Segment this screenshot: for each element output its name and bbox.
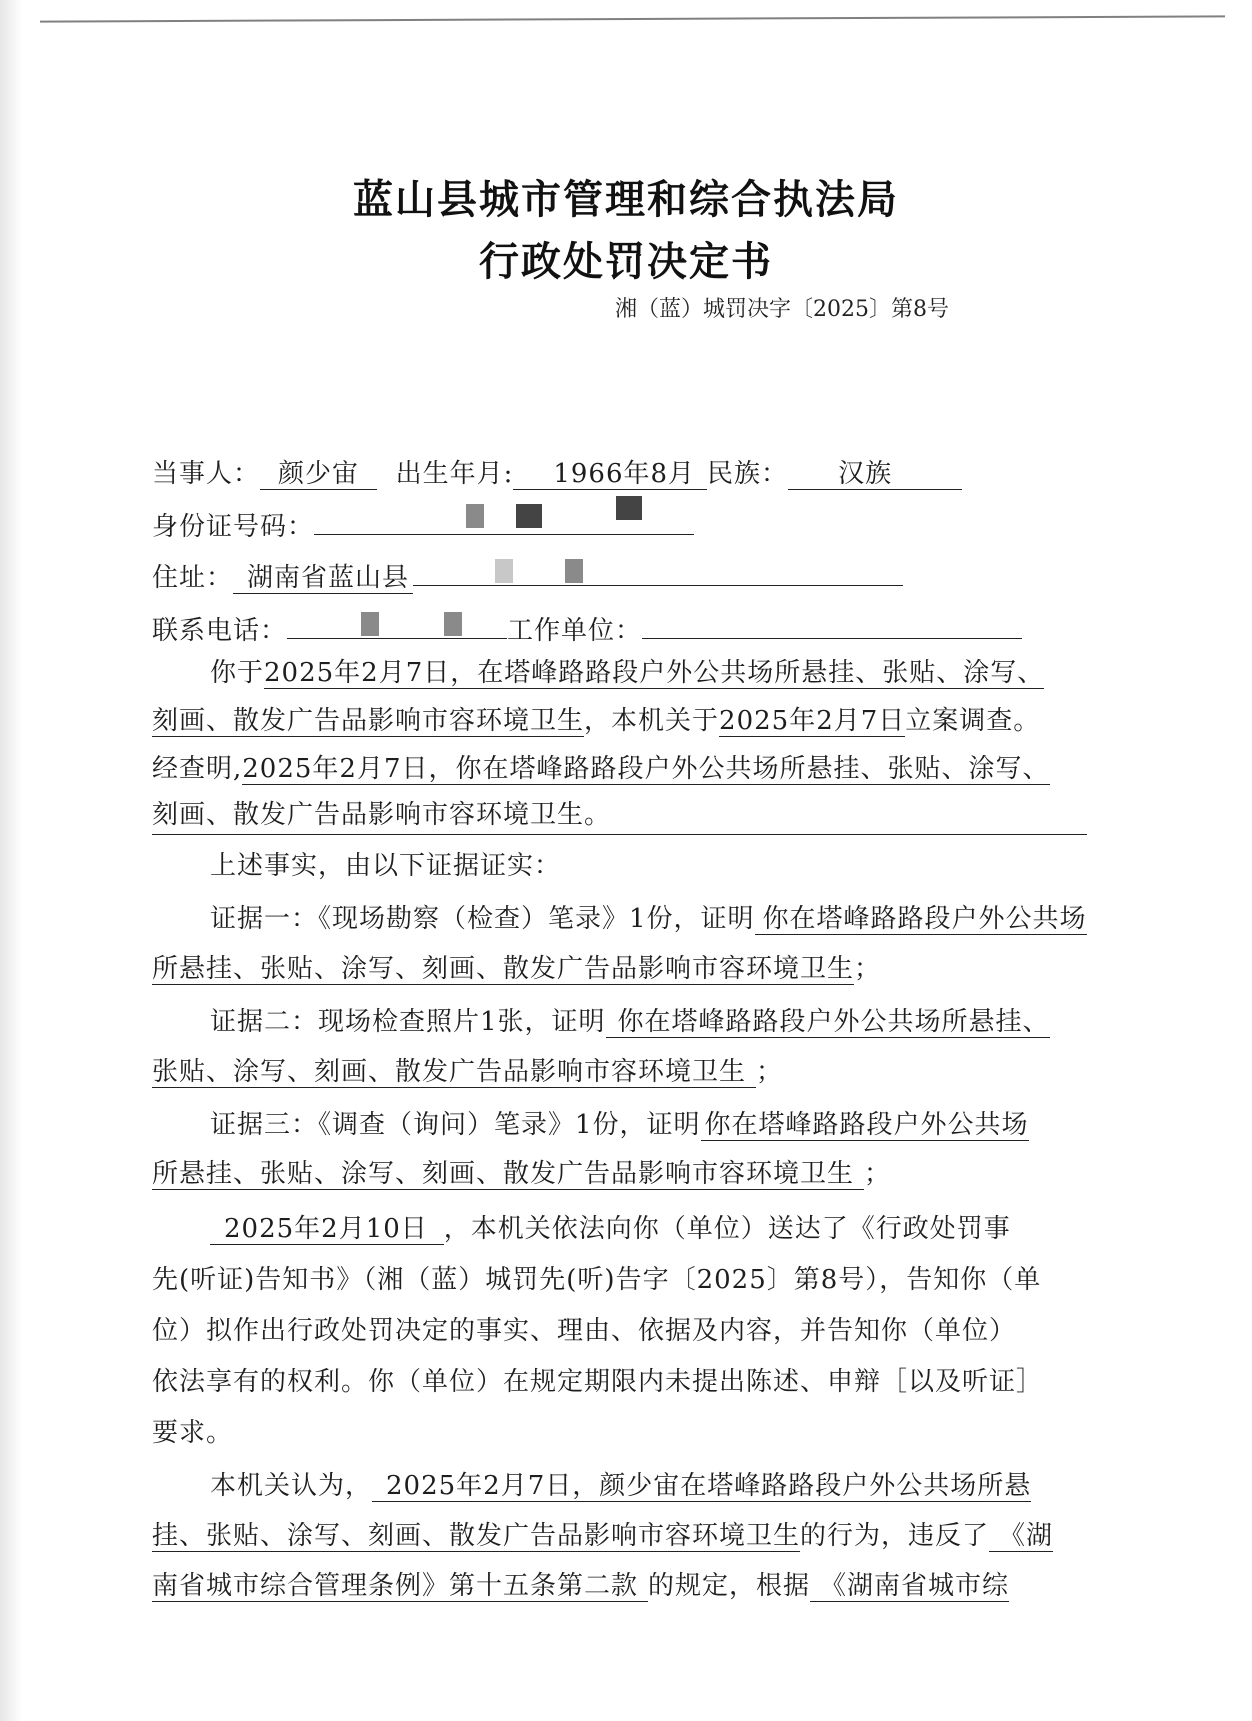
text: ，本机关依法向你（单位）送达了《行政处罚事 [443,1214,1011,1244]
finding-continued: 刻画、散发广告品影响市容环境卫生。 [152,800,612,830]
redaction-mark [466,504,484,528]
text: 要求。 [152,1418,234,1448]
text: ； [854,954,882,984]
case-date-underlined: 2025年2月7日，在塔峰路路段户外公共场所悬挂、张贴、涂写、 [264,658,1045,688]
phone-label: 联系电话： [152,616,288,646]
text: 的行为，违反了 [800,1521,990,1551]
notice-line-5 [152,1416,1087,1450]
regulation-ref: 《湖 [989,1521,1053,1552]
evidence-3-line-1 [210,1108,1145,1142]
agency-title: 蓝山县城市管理和综合执法局 [353,176,899,223]
evidence-2-line-1 [210,1005,1145,1039]
scan-edge-line [40,15,1225,22]
body-line-1 [210,656,1145,690]
text: 依法享有的权利。你（单位）在规定期限内未提出陈述、申辩［以及听证］ [152,1367,1044,1397]
evidence-3-proof-cont: 所悬挂、张贴、涂写、刻画、散发广告品影响市容环境卫生 [152,1159,864,1190]
id-number-redacted [314,508,694,535]
evidence-3-line-2 [152,1157,1087,1191]
birth-label: 出生年月: [395,459,514,489]
determination-facts-cont: 挂、张贴、涂写、刻画、散发广告品影响市容环境卫生 [152,1521,801,1551]
regulation-ref: 《湖南省城市综 [810,1571,1009,1602]
evidence-2-line-2 [152,1055,1087,1089]
notice-date: 2025年2月10日 [210,1214,444,1245]
text: 证据二：现场检查照片1张，证明 [210,1007,606,1037]
address-label: 住址： [152,563,234,593]
text: 本机关认为， [210,1471,373,1501]
finding-underlined: 2025年2月7日，你在塔峰路路段户外公共场所悬挂、张贴、涂写、 [242,754,1050,784]
document-number: 湘（蓝）城罚决字〔2025〕第8号 [615,297,949,322]
text: ； [756,1057,784,1087]
text: 立案调查。 [905,706,1041,736]
body-line-2 [152,704,1087,738]
evidence-2-proof-cont: 张贴、涂写、刻画、散发广告品影响市容环境卫生 [152,1057,756,1088]
id-label: 身份证号码： [152,512,315,542]
ethnicity-value: 汉族 [788,459,962,490]
birth-date: 1966年8月 [513,459,707,490]
text: 位）拟作出行政处罚决定的事实、理由、依据及内容，并告知你（单位） [152,1316,1017,1346]
party-name: 颜少宙 [260,459,377,490]
name-label: 当事人： [152,459,261,489]
determination-line-3 [152,1569,1087,1603]
evidence-1-line-2 [152,952,1087,986]
regulation-clause: 南省城市综合管理条例》第十五条第二款 [152,1571,648,1602]
party-line-4 [152,612,1087,648]
notice-line-3 [152,1314,1087,1348]
text: 你于 [210,658,265,688]
party-line-2 [152,508,1087,544]
address-value: 湖南省蓝山县 [233,563,413,594]
redaction-mark [444,612,462,636]
redaction-mark [361,612,379,636]
work-label: 工作单位： [507,616,643,646]
evidence-2-proof: 你在塔峰路路段户外公共场所悬挂、 [606,1007,1050,1038]
underline [152,834,1087,835]
determination-line-2 [152,1519,1087,1553]
address-redacted [413,559,903,586]
redaction-mark [495,559,513,583]
work-unit-blank [642,612,1022,639]
redaction-mark [616,496,642,520]
phone-redacted [287,612,507,639]
text: ，本机关于 [584,706,720,736]
text: 证据三：《调查（询问）笔录》1份，证明 [210,1110,701,1140]
notice-line-4 [152,1365,1087,1399]
text: 经查明, [152,754,243,784]
text: ； [864,1159,892,1189]
document-type-title: 行政处罚决定书 [479,238,773,285]
determination-line-1 [210,1469,1145,1503]
text: 证据一：《现场勘察（检查）笔录》1份，证明 [210,904,755,934]
filing-date: 2025年2月7日 [719,706,906,736]
body-line-4 [152,798,1087,832]
evidence-intro: 上述事实，由以下证据证实： [210,851,562,881]
text: 先(听证)告知书》（湘（蓝）城罚先(听)告字〔2025〕第8号），告知你（单 [152,1265,1042,1295]
ethnicity-label: 民族： [707,459,789,489]
body-line-5 [210,849,1145,883]
notice-line-2 [152,1263,1087,1297]
evidence-1-line-1 [210,902,1145,936]
violation-underlined: 刻画、散发广告品影响市容环境卫生 [152,706,585,736]
evidence-3-proof: 你在塔峰路路段户外公共场 [701,1110,1029,1141]
party-line-1 [152,457,1087,491]
evidence-1-proof-cont: 所悬挂、张贴、涂写、刻画、散发广告品影响市容环境卫生 [152,954,855,984]
evidence-1-proof: 你在塔峰路路段户外公共场 [755,904,1087,935]
determination-facts: 2025年2月7日，颜少宙在塔峰路路段户外公共场所悬 [372,1471,1031,1502]
redaction-mark [516,504,542,528]
notice-line-1 [210,1212,1145,1246]
party-line-3 [152,559,1087,595]
text: 的规定，根据 [648,1571,811,1601]
redaction-mark [565,559,583,583]
body-line-3 [152,752,1087,786]
